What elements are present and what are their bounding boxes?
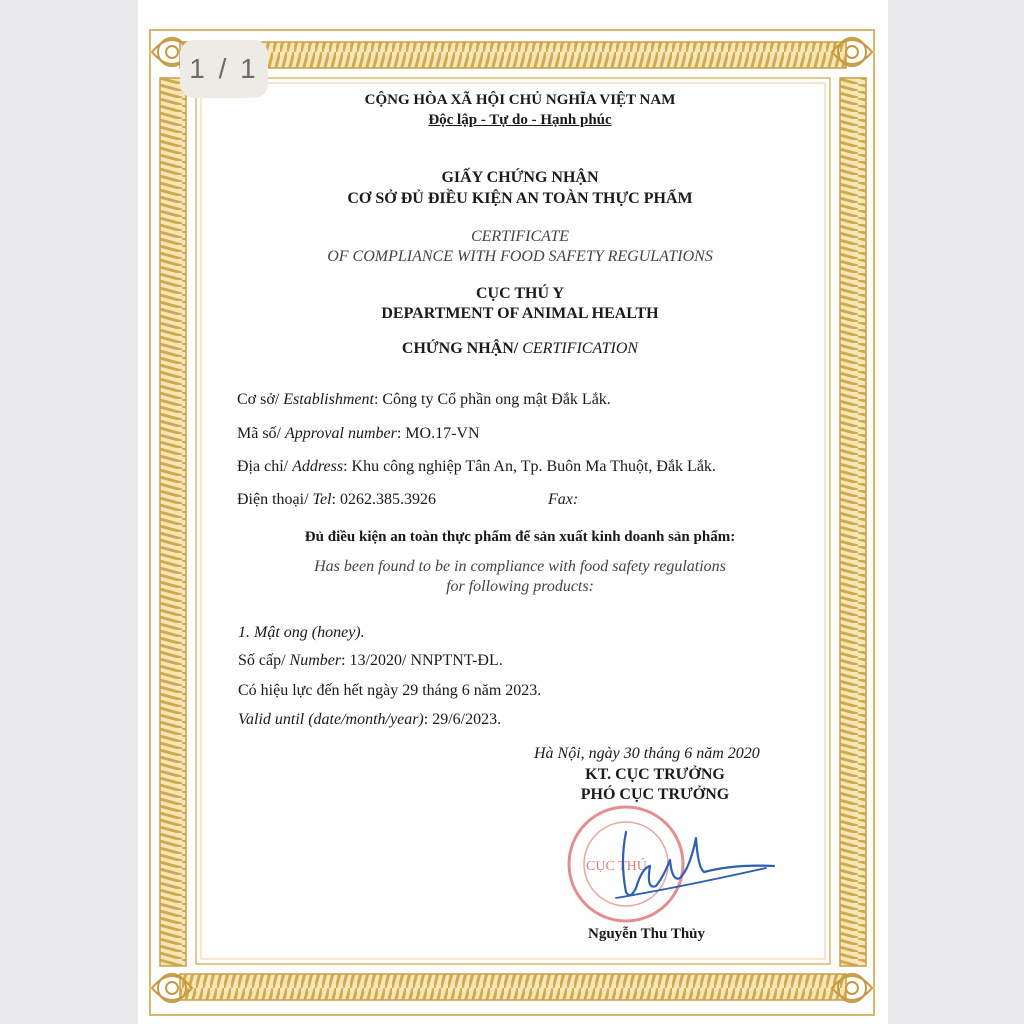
approval-value: : MO.17-VN [396,425,480,442]
number-label-en: Number [289,652,342,669]
title-en-line1: CERTIFICATE [470,228,570,245]
stamp-text: CỤC THÚ [586,859,647,874]
validity-vi: Có hiệu lực đến hết ngày 29 tháng 6 năm 2023. [238,682,542,699]
number-line [238,652,503,670]
number-value: : 13/2020/ NNPTNT-ĐL. [341,652,503,669]
approval-label-en: Approval number [285,425,397,442]
approval-line [237,425,480,443]
issuer-vi: CỤC THÚ Y [475,285,564,302]
phone-value: : 0262.385.3926 [331,491,436,508]
address-label-vi: Địa chỉ/ [237,458,293,475]
signatory-title-1: KT. CỤC TRƯỞNG [585,766,725,783]
establishment-label-en: Establishment [283,391,374,408]
border-left-band [160,78,186,966]
border-right-band [840,78,866,966]
official-stamp-and-signature [556,802,786,932]
address-line [237,458,716,476]
approval-label-vi: Mã số/ [237,425,285,442]
title-vi-line2: CƠ SỞ ĐỦ ĐIỀU KIỆN AN TOÀN THỰC PHẨM [347,190,693,207]
signatory-name: Nguyễn Thu Thủy [588,926,706,942]
country-name: CỘNG HÒA XÃ HỘI CHỦ NGHĨA VIỆT NAM [364,92,676,108]
validity-en-label: Valid until (date/month/year) [238,711,424,728]
signatory-title-2: PHÓ CỤC TRƯỞNG [580,786,730,803]
motto-text: Độc lập - Tự do - Hạnh phúc [428,112,612,128]
place-date: Hà Nội, ngày 30 tháng 6 năm 2020 [534,745,760,762]
title-vi-line1: GIẤY CHỨNG NHẬN [441,169,599,186]
issuer-en: DEPARTMENT OF ANIMAL HEALTH [381,305,659,322]
phone-label-vi: Điện thoại/ [237,491,313,508]
validity-en-value: : 29/6/2023. [423,711,502,728]
number-label-vi: Số cấp/ [238,652,290,669]
border-top-band [180,42,846,68]
motto [230,112,810,129]
phone-label-en: Tel [312,491,332,508]
cert-label-en: CERTIFICATION [518,340,639,357]
address-label-en: Address [292,458,344,475]
border-bottom-band [180,974,846,1000]
phone-line [237,491,436,509]
compliance-en-line1: Has been found to be in compliance with food safety regulations [314,558,726,575]
fax-label: Fax: [548,491,579,508]
compliance-vi: Đủ điều kiện an toàn thực phẩm để sản xuất kinh doanh sản phẩm: [304,529,736,545]
establishment-label-vi: Cơ sở/ [237,391,284,408]
cert-label-vi: CHỨNG NHẬN/ [401,340,519,357]
product-item-1: 1. Mật ong (honey). [238,624,365,641]
page-indicator: 1 / 1 [180,40,268,98]
certification-heading [230,340,810,358]
title-en-line2: OF COMPLIANCE WITH FOOD SAFETY REGULATIONS [327,248,713,265]
address-value: : Khu công nghiệp Tân An, Tp. Buôn Ma Thuột, Đắk Lắk. [343,458,716,475]
establishment-line [237,391,611,409]
establishment-value: : Công ty Cổ phần ong mật Đắk Lắk. [373,391,611,408]
compliance-en-line2: for following products: [446,578,594,595]
validity-en-line [238,711,501,729]
